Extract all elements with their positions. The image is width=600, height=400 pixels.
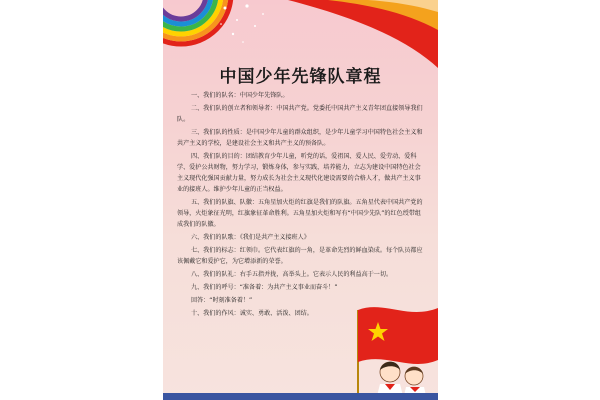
page-title: 中国少年先锋队章程 xyxy=(219,67,382,87)
paragraph: 二、我们队的创立者和领导者：中国共产党。党委托中国共产主义青年团直接领导我们队。 xyxy=(177,105,423,123)
paragraph: 三、我们队的性质：是中国少年儿童的群众组织，是少年儿童学习中国特色社会主义和共产主义的学校，是建设社会主义和共产主义的预备队。 xyxy=(177,129,423,147)
paragraph: 九、我们的呼号：“准备着：为共产主义事业而奋斗！” xyxy=(191,284,338,291)
red-ribbon-icon xyxy=(258,0,438,70)
charter-body xyxy=(177,90,424,321)
paragraph: 回答：“时刻准备着！” xyxy=(191,297,253,304)
paragraph: 四、我们队的目的：团结教育少年儿童，听党的话，爱祖国、爱人民、爱劳动、爱科学、爱护公共财物，努力学习，锻炼身体，参与实践，培养能力，立志为建设中国特色社会主义现代化强国贡献力量，努力成长为社会主义现代化建设需要的合格人才，做共产主义事业的接班人。维护少年儿童的正当权益。 xyxy=(177,153,421,193)
footer-bar xyxy=(163,393,438,400)
paragraph: 五、我们的队旗、队徽：五角星加火炬的红旗是我们的队旗。五角星代表中国共产党的领导，火炬象征光明，红旗象征革命胜利。五角星加火炬和写有“中国少先队”的红色绶带组成我们的队徽。 xyxy=(177,199,423,228)
paragraph: 六、我们的队歌：《我们是共产主义接班人》 xyxy=(191,234,310,241)
paragraph: 十、我们的作风：诚实、勇敢、活泼、团结。 xyxy=(191,310,313,317)
charter-poster xyxy=(163,0,438,400)
paragraph: 七、我们的标志：红领巾。它代表红旗的一角，是革命先烈的鲜血染成。每个队员都应该佩戴它和爱护它，为它增添新的荣誉。 xyxy=(177,247,423,265)
paragraph: 八、我们的队礼：右手五指并拢，高举头上。它表示人民的利益高于一切。 xyxy=(191,271,393,278)
paragraph: 一、我们的队名：中国少年先锋队。 xyxy=(191,92,289,99)
red-flag-icon xyxy=(328,290,438,400)
